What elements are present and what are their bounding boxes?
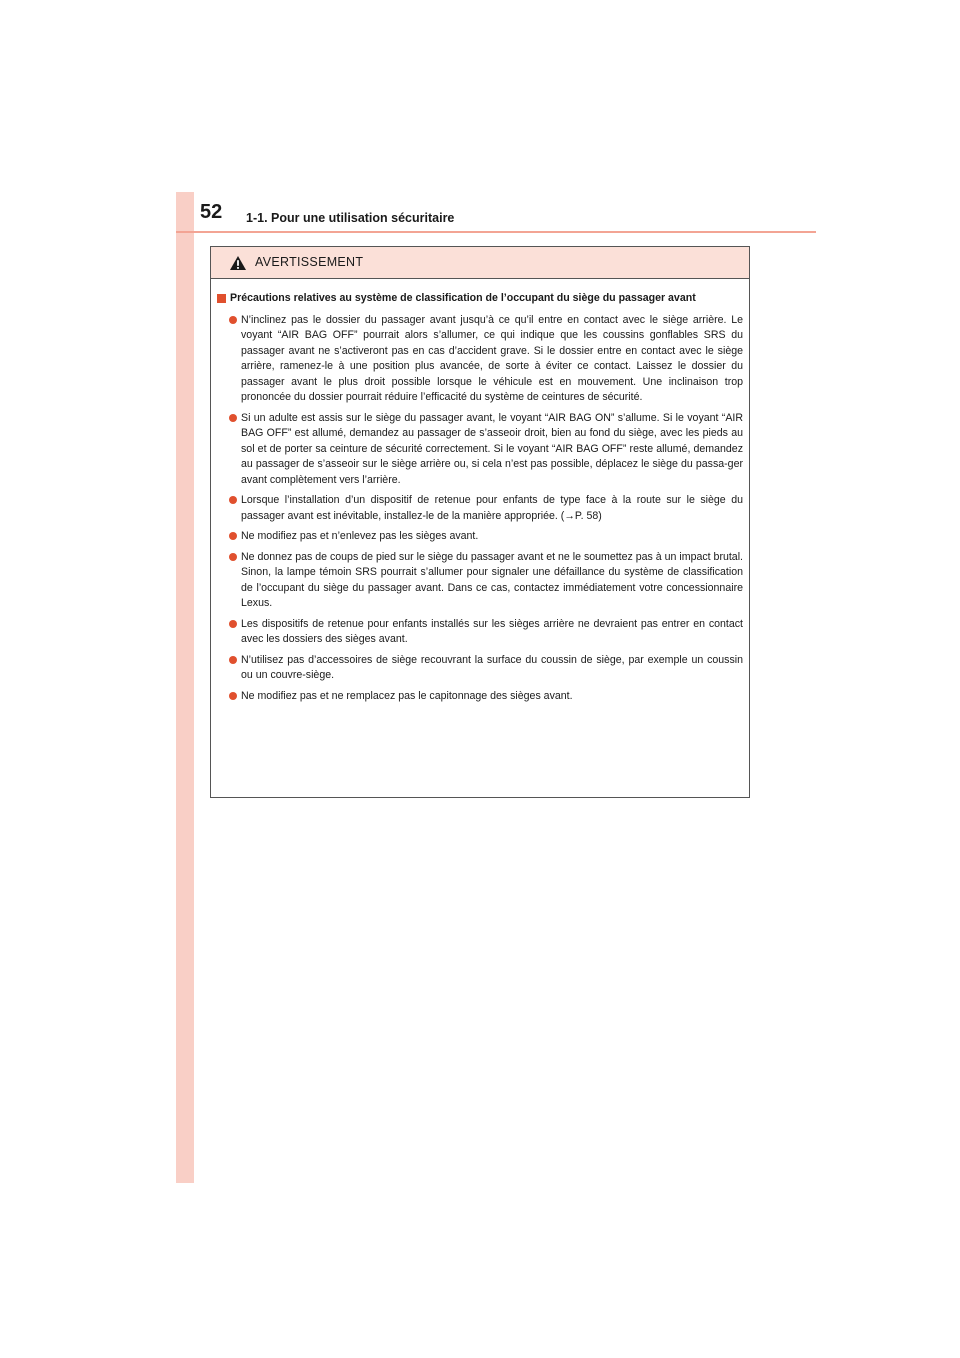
list-item-text: Ne modifiez pas et n’enlevez pas les sièges avant. xyxy=(241,530,479,542)
list-item-text: Les dispositifs de retenue pour enfants installés sur les sièges arrière ne devraient pas entrer en contact avec les dossiers des sièges avant. xyxy=(241,617,743,645)
warning-triangle-icon xyxy=(229,255,247,271)
list-item-text: N’utilisez pas d’accessoires de siège recouvrant la surface du coussin de siège, par exemple un coussin ou un couvre-siège. xyxy=(241,653,743,681)
list-item xyxy=(217,653,743,684)
bullet-dot-icon xyxy=(229,553,237,561)
list-item-text: Si un adulte est assis sur le siège du passager avant, le voyant “AIR BAG ON” s’allume. Si le voyant “AIR BAG OFF” est allumé, demandez au passager de s’asseoir droit, bien au fond du siège, avec les pieds au sol et de porter sa ceinture de sécurité correctement. Si le voyant “AIR BAG OFF” reste allumé, demandez au passager de s’asseoir sur le siège arrière ou, si cela n’est pas possible, déplacez le siège du passa-ger avant complètement vers l’arrière. xyxy=(241,411,743,486)
list-item xyxy=(217,617,743,648)
bullet-dot-icon xyxy=(229,532,237,540)
list-item xyxy=(217,550,743,612)
warning-heading xyxy=(217,291,743,307)
list-item-text: Ne modifiez pas et ne remplacez pas le capitonnage des sièges avant. xyxy=(241,689,573,702)
warning-title: AVERTISSEMENT xyxy=(255,255,364,269)
bullet-dot-icon xyxy=(229,414,237,422)
warning-heading-text: Précautions relatives au système de classification de l’occupant du siège du passager avant xyxy=(230,292,696,304)
header-rule xyxy=(176,231,816,233)
list-item-text: Ne donnez pas de coups de pied sur le siège du passager avant et ne le soumettez pas à un impact brutal. Sinon, la lampe témoin SRS pourrait s’allumer pour signaler une défaillance du système de classification de l’occupant du siège du passager avant. Dans ce cas, contactez immédiatement votre concessionnaire Lexus. xyxy=(241,550,743,609)
chapter-side-band xyxy=(176,192,194,1183)
bullet-dot-icon xyxy=(229,316,237,324)
page-number: 52 xyxy=(200,201,223,223)
bullet-dot-icon xyxy=(229,656,237,664)
warning-bullet-list xyxy=(217,313,743,705)
list-item xyxy=(217,493,743,524)
bullet-dot-icon xyxy=(229,620,237,628)
list-item xyxy=(217,689,743,705)
section-title: 1-1. Pour une utilisation sécuritaire xyxy=(246,211,455,225)
list-item xyxy=(217,411,743,489)
warning-header xyxy=(211,247,749,279)
bullet-dot-icon xyxy=(229,692,237,700)
list-item xyxy=(217,313,743,406)
warning-box xyxy=(210,246,750,798)
list-item-text: N’inclinez pas le dossier du passager avant jusqu’à ce qu’il entre en contact avec le siège arrière. Le voyant “AIR BAG OFF” pourrait alors s’allumer, ce qui indique que les coussins gonflables SRS du passager avant ne s’activeront pas en cas d’accident grave. Si le dossier entre en contact avec le siège arrière, ramenez-le à une position plus avancée, de sorte à éviter ce contact. Laissez le dossier du passager avant le plus droit possible lorsque le véhicule est en mouvement. Une inclinaison trop prononcée du dossier pourrait réduire l’efficacité du système de ceintures de sécurité. xyxy=(241,313,743,403)
list-item xyxy=(217,529,743,545)
bullet-dot-icon xyxy=(229,496,237,504)
warning-content xyxy=(217,291,743,709)
list-item-text: Lorsque l’installation d’un dispositif de retenue pour enfants de type face à la route sur le siège du passager avant est inévitable, installez-le de la manière appropriée. (→P. 58) xyxy=(241,494,743,522)
square-bullet-icon xyxy=(217,294,226,303)
